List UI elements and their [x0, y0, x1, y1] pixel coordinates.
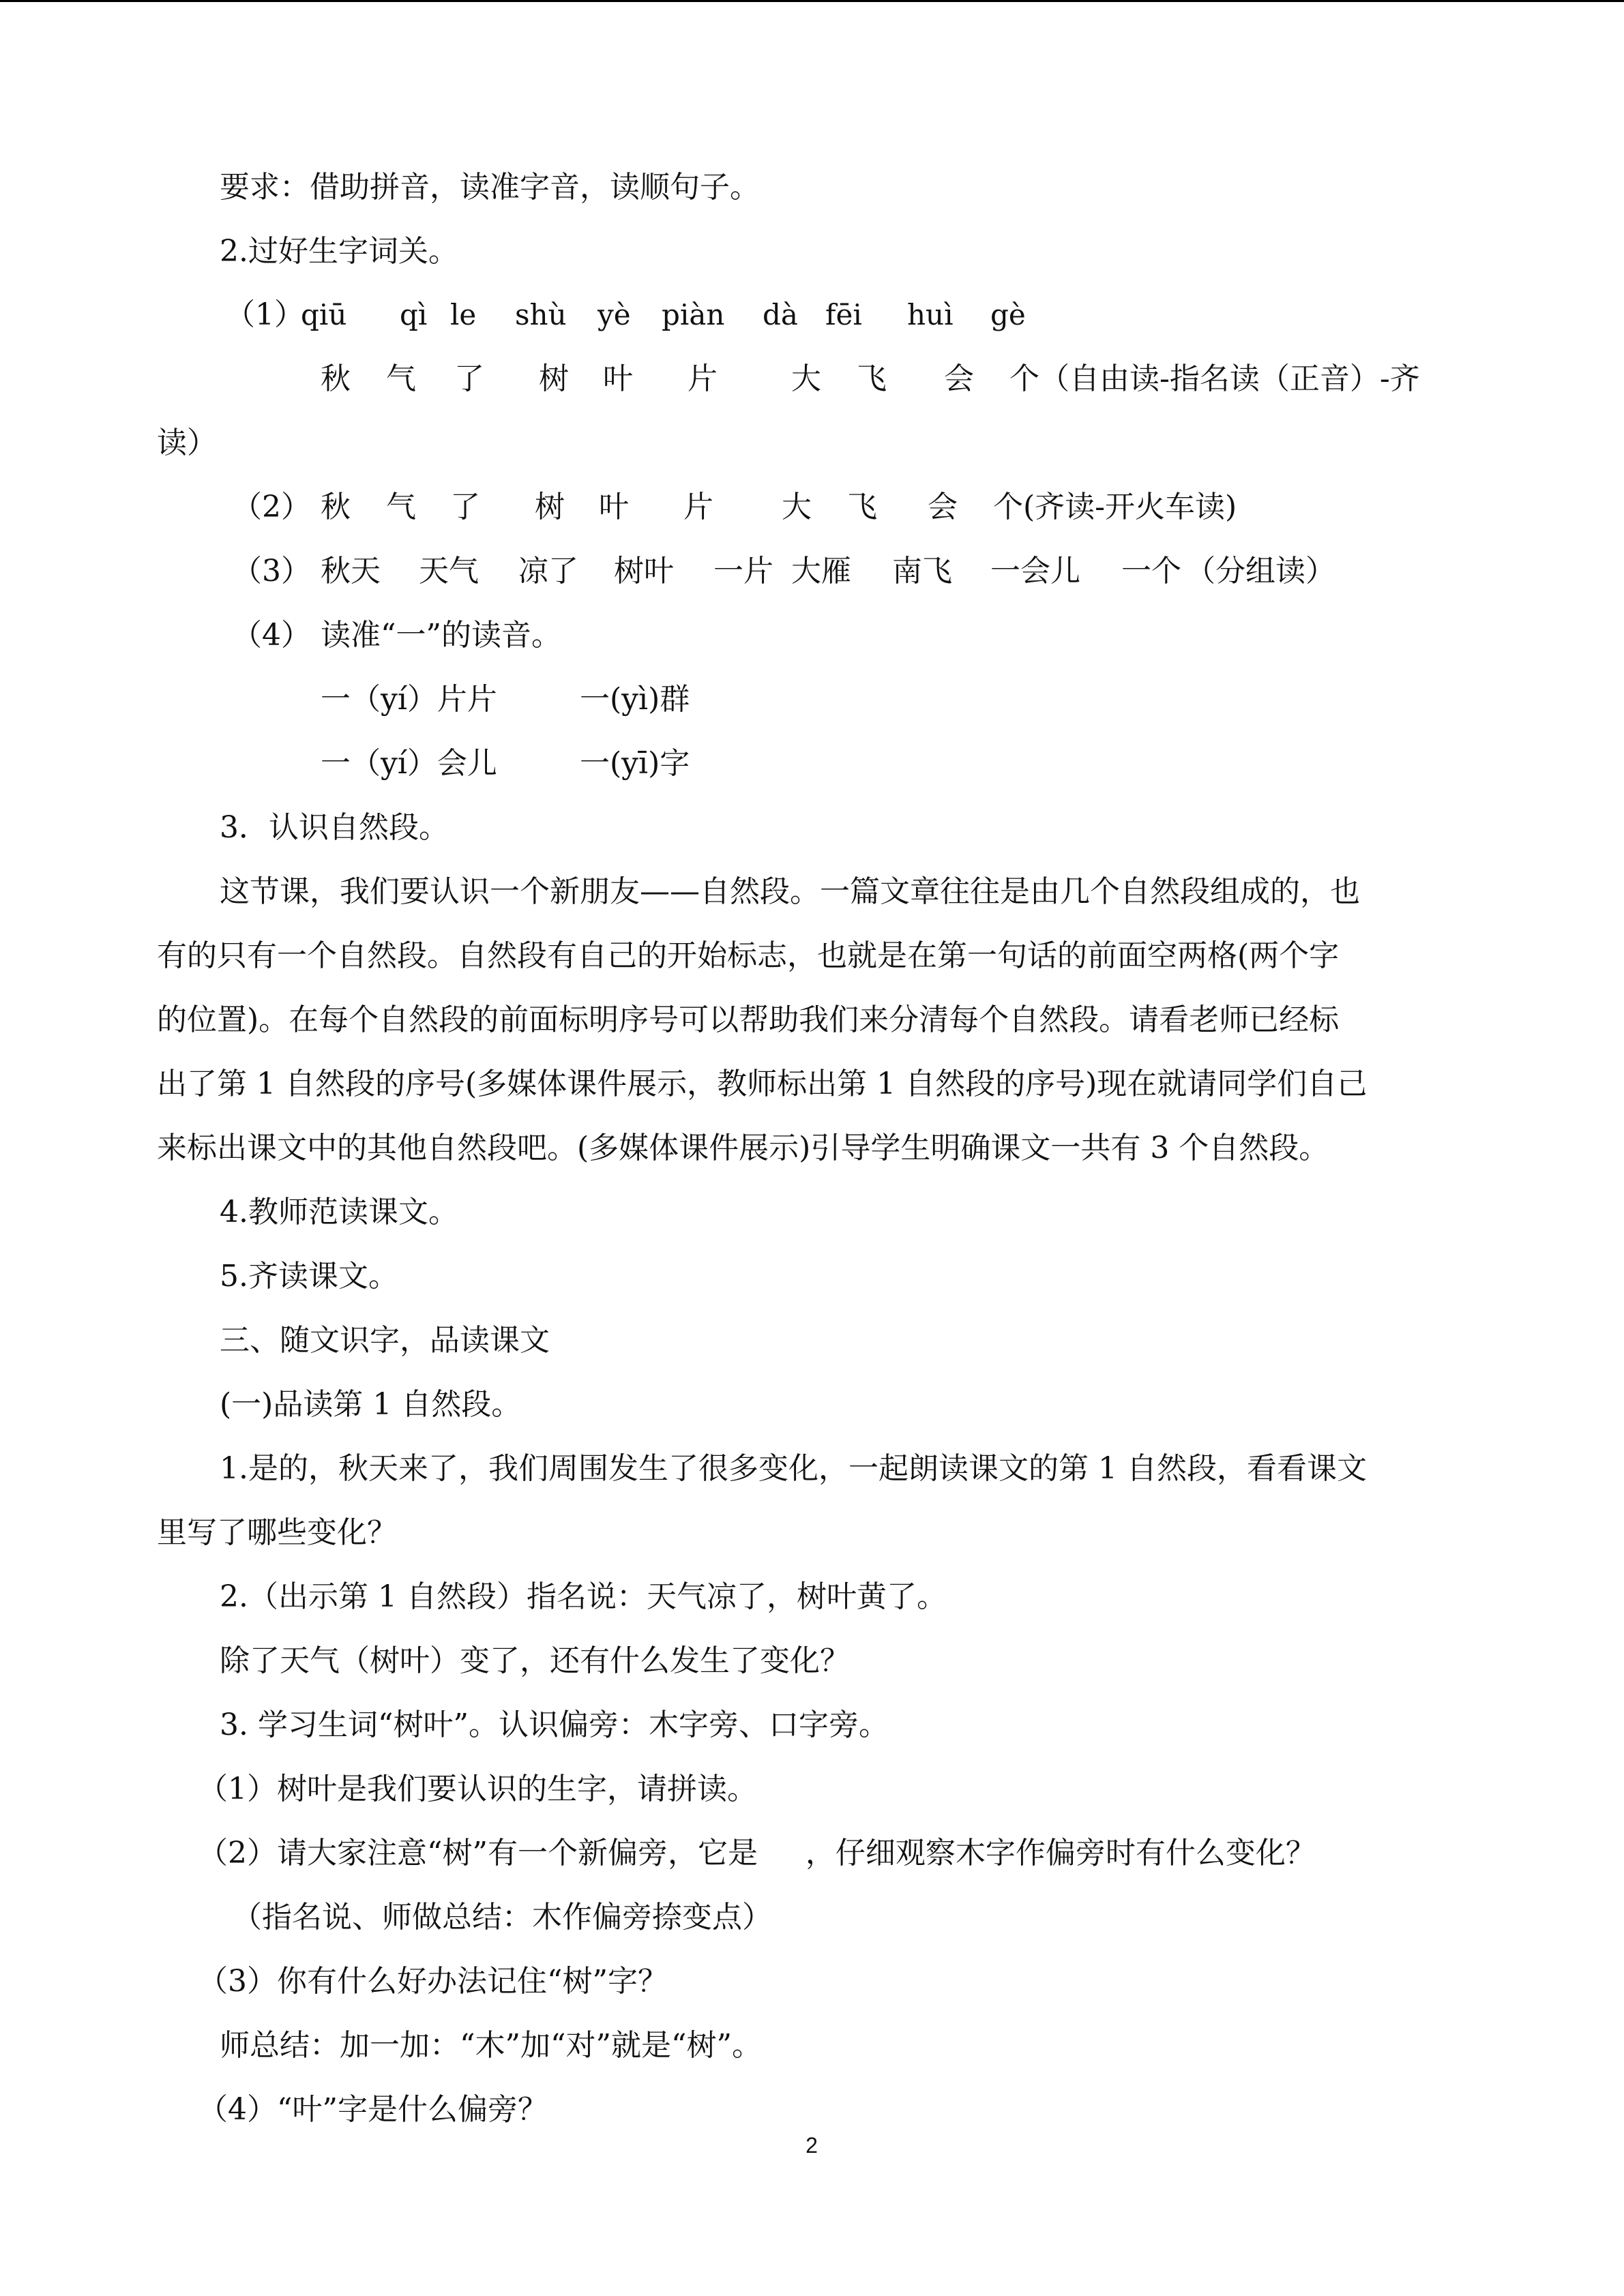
vocab-item-2: （2）请大家注意“树”有一个新偏旁，它是 ，仔细观察木字作偏旁时有什么变化？	[198, 1836, 1316, 1870]
subsection-1-heading: (一)品读第 1 自然段。	[220, 1387, 522, 1422]
char-3: 了	[454, 361, 484, 396]
pinyin-7: dà	[763, 298, 798, 331]
char2-4: 树	[535, 490, 565, 524]
step-4-heading: 4.教师范读课文。	[220, 1195, 458, 1229]
char2-3: 了	[450, 490, 480, 524]
word-7: 南飞	[892, 554, 952, 588]
char-4: 树	[539, 361, 569, 396]
word-1: 秋天	[321, 554, 381, 588]
char-7: 大	[791, 361, 821, 396]
word-2: 天气	[419, 554, 479, 588]
step-3-vocab: 3. 学习生词“树叶”。认识偏旁：木字旁、口字旁。	[220, 1708, 889, 1742]
char-2: 气	[386, 361, 416, 396]
item-1-label: （1）	[225, 297, 304, 332]
char2-8: 飞	[847, 490, 877, 524]
question-2-line: 2.（出示第 1 自然段）指名说：天气凉了，树叶黄了。	[220, 1579, 947, 1614]
word-6: 大雁	[791, 554, 851, 588]
pinyin-2: qì	[400, 298, 428, 331]
vocab-item-4: （4）“叶”字是什么偏旁？	[198, 2092, 548, 2127]
step-5-heading: 5.齐读课文。	[220, 1259, 398, 1294]
paragraph-line-2: 有的只有一个自然段。自然段有自己的开始标志，也就是在第一句话的前面空两格(两个字	[157, 938, 1340, 973]
requirement-line: 要求：借助拼音，读准字音，读顺句子。	[220, 170, 760, 205]
char-8: 飞	[857, 361, 887, 396]
page-number: 2	[806, 2133, 818, 2158]
char2-6: 片	[683, 490, 713, 524]
pinyin-4: shù	[515, 298, 567, 331]
step-3-heading: 3．认识自然段。	[220, 810, 449, 845]
paragraph-line-1: 这节课，我们要认识一个新朋友——自然段。一篇文章往往是由几个自然段组成的，也	[220, 874, 1360, 909]
yi-example-1: 一（yí）片片	[321, 682, 497, 717]
section-3-heading: 三、随文识字，品读课文	[220, 1323, 550, 1358]
word-5: 一片	[713, 554, 773, 588]
teacher-summary: 师总结：加一加：“木”加“对”就是“树”。	[220, 2028, 762, 2063]
pinyin-5: yè	[597, 298, 631, 331]
paragraph-line-5: 来标出课文中的其他自然段吧。(多媒体课件展示)引导学生明确课文一共有 3 个自然段。	[157, 1131, 1329, 1165]
paragraph-line-4: 出了第 1 自然段的序号(多媒体课件展示，教师标出第 1 自然段的序号)现在就请同学们自己	[157, 1067, 1368, 1101]
char-6: 片	[688, 361, 718, 396]
paragraph-line-3: 的位置)。在每个自然段的前面标明序号可以帮助我们来分清每个自然段。请看老师已经标	[157, 1002, 1340, 1037]
char2-5: 叶	[599, 490, 629, 524]
char-10: 个	[1009, 361, 1039, 396]
pinyin-9: huì	[907, 298, 954, 331]
pinyin-10: gè	[990, 298, 1026, 331]
pinyin-6: piàn	[662, 298, 725, 331]
row-3-instruction: （分组读）	[1185, 554, 1335, 588]
yi-example-4: 一(yī)字	[580, 746, 690, 781]
char2-10: 个	[993, 490, 1023, 524]
item-4-label: （4）	[232, 618, 311, 653]
yi-example-2: 一(yì)群	[580, 682, 690, 717]
item-4-text: 读准“一”的读音。	[321, 618, 561, 653]
char2-1: 秋	[321, 490, 351, 524]
row-1-instruction: （自由读-指名读（正音）-齐	[1039, 361, 1420, 396]
char2-2: 气	[386, 490, 416, 524]
char-1: 秋	[321, 361, 351, 396]
yi-example-3: 一（yí）会儿	[321, 746, 497, 781]
row-1-instruction-wrap: 读）	[157, 426, 217, 460]
word-3: 凉了	[518, 554, 578, 588]
vocab-item-3: （3）你有什么好办法记住“树”字？	[198, 1964, 668, 1999]
item-2-label: （2）	[232, 490, 311, 524]
char-9: 会	[944, 361, 974, 396]
pinyin-3: le	[450, 298, 477, 331]
pinyin-8: fēi	[825, 298, 862, 331]
question-2-followup: 除了天气（树叶）变了，还有什么发生了变化？	[220, 1643, 850, 1678]
item-3-label: （3）	[232, 554, 311, 588]
char2-7: 大	[782, 490, 812, 524]
word-8: 一会儿	[990, 554, 1080, 588]
char-5: 叶	[603, 361, 633, 396]
char2-9: 会	[928, 490, 958, 524]
vocab-item-2-note: （指名说、师做总结：木作偏旁捺变点）	[232, 1900, 772, 1935]
word-9: 一个	[1121, 554, 1181, 588]
row-2-instruction: (齐读-开火车读)	[1023, 490, 1237, 524]
pinyin-1: qiū	[301, 298, 347, 331]
question-1-line-1: 1.是的，秋天来了，我们周围发生了很多变化，一起朗读课文的第 1 自然段，看看课文	[220, 1451, 1367, 1486]
question-1-line-2: 里写了哪些变化？	[157, 1515, 397, 1550]
vocab-item-1: （1）树叶是我们要认识的生字，请拼读。	[198, 1772, 757, 1806]
step-2-heading: 2.过好生字词关。	[220, 234, 458, 269]
word-4: 树叶	[614, 554, 674, 588]
